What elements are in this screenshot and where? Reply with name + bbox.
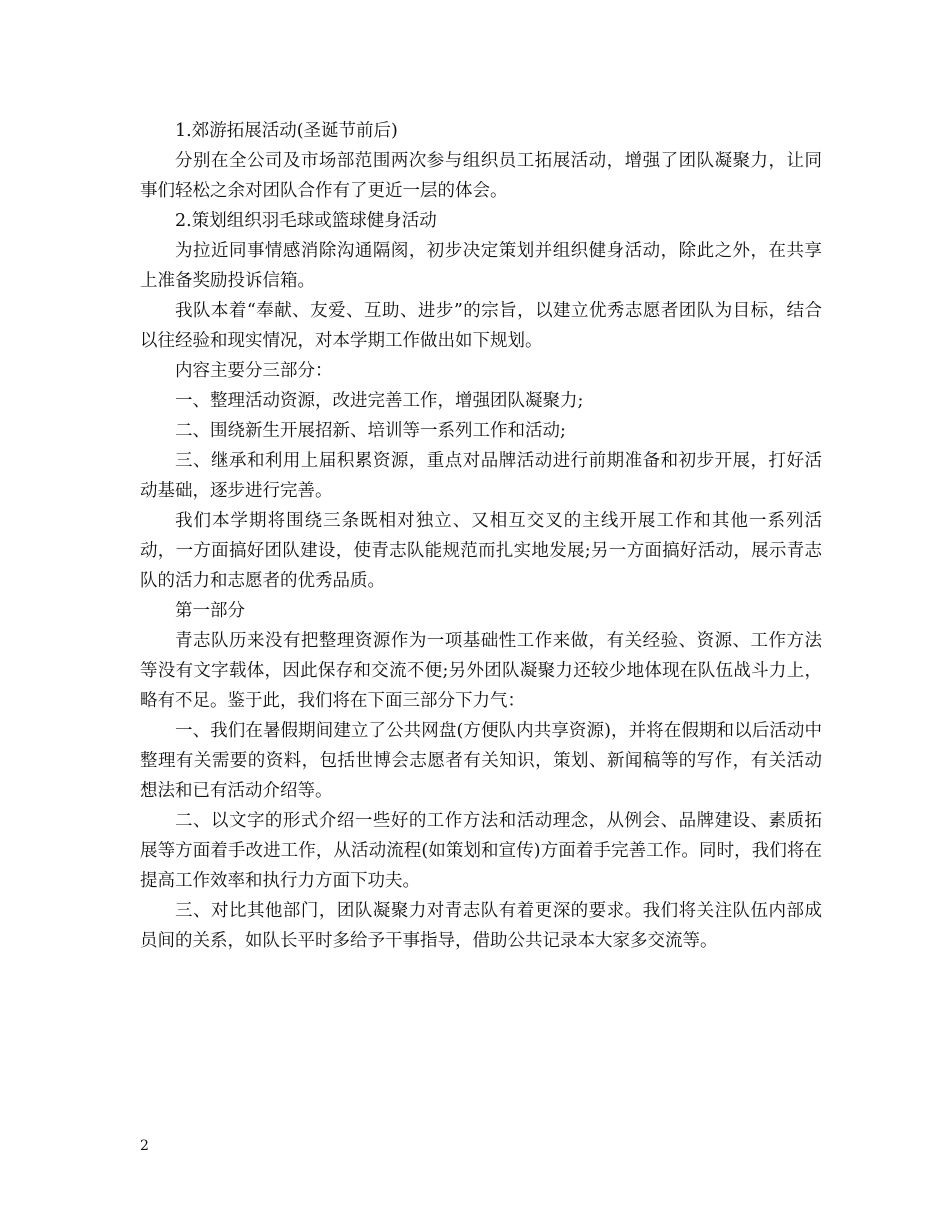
section-heading-part-one: 第一部分 <box>175 601 245 621</box>
paragraph-team-purpose: 我队本着“奉献、友爱、互助、进步”的宗旨，以建立优秀志愿者团队为目标，结合以往经验和现实情况，对本学期工作做出如下规划。 <box>140 301 822 351</box>
paragraph-work-methods: 二、以文字的形式介绍一些好的工作方法和活动理念，从例会、品牌建设、素质拓展等方面着手改进工作，从活动流程(如策划和宣传)方面着手完善工作。同时，我们将在提高工作效率和执行力方面下功夫。 <box>140 811 822 891</box>
paragraph-resource-background: 青志队历来没有把整理资源作为一项基础性工作来做，有关经验、资源、工作方法等没有文字载体，因此保存和交流不便;另外团队凝聚力还较少地体现在队伍战斗力上，略有不足。鉴于此，我们将在下面三部分下力气： <box>140 631 822 711</box>
paragraph-fitness-summary: 为拉近同事情感消除沟通隔阂，初步决定策划并组织健身活动，除此之外，在共享上准备奖励投诉信箱。 <box>140 241 822 291</box>
page-number: 2 <box>140 1138 149 1154</box>
paragraph-outing-summary: 分别在全公司及市场部范围两次参与组织员工拓展活动，增强了团队凝聚力，让同事们轻松之余对团队合作有了更近一层的体会。 <box>140 151 822 201</box>
document-body <box>140 116 822 956</box>
paragraph-team-cohesion: 三、对比其他部门，团队凝聚力对青志队有着更深的要求。我们将关注队伍内部成员间的关系，如队长平时多给予干事指导，借助公共记录本大家多交流等。 <box>140 901 822 951</box>
list-item-part-one: 一、整理活动资源，改进完善工作，增强团队凝聚力; <box>175 391 584 411</box>
paragraph-shared-drive: 一、我们在暑假期间建立了公共网盘(方便队内共享资源)，并将在假期和以后活动中整理有关需要的资料，包括世博会志愿者有关知识，策划、新闻稿等的写作，有关活动想法和已有活动介绍等。 <box>140 721 822 801</box>
paragraph-semester-plan: 我们本学期将围绕三条既相对独立、又相互交叉的主线开展工作和其他一系列活动，一方面搞好团队建设，使青志队能规范而扎实地发展;另一方面搞好活动，展示青志队的活力和志愿者的优秀品质。 <box>140 511 822 591</box>
heading-outing-activity: 1.郊游拓展活动(圣诞节前后) <box>175 121 398 141</box>
list-item-part-three: 三、继承和利用上届积累资源，重点对品牌活动进行前期准备和初步开展，打好活动基础，逐步进行完善。 <box>140 451 822 501</box>
list-item-part-two: 二、围绕新生开展招新、培训等一系列工作和活动; <box>175 421 566 441</box>
heading-fitness-activity: 2.策划组织羽毛球或篮球健身活动 <box>175 211 437 231</box>
paragraph-three-parts-intro: 内容主要分三部分： <box>175 361 333 381</box>
